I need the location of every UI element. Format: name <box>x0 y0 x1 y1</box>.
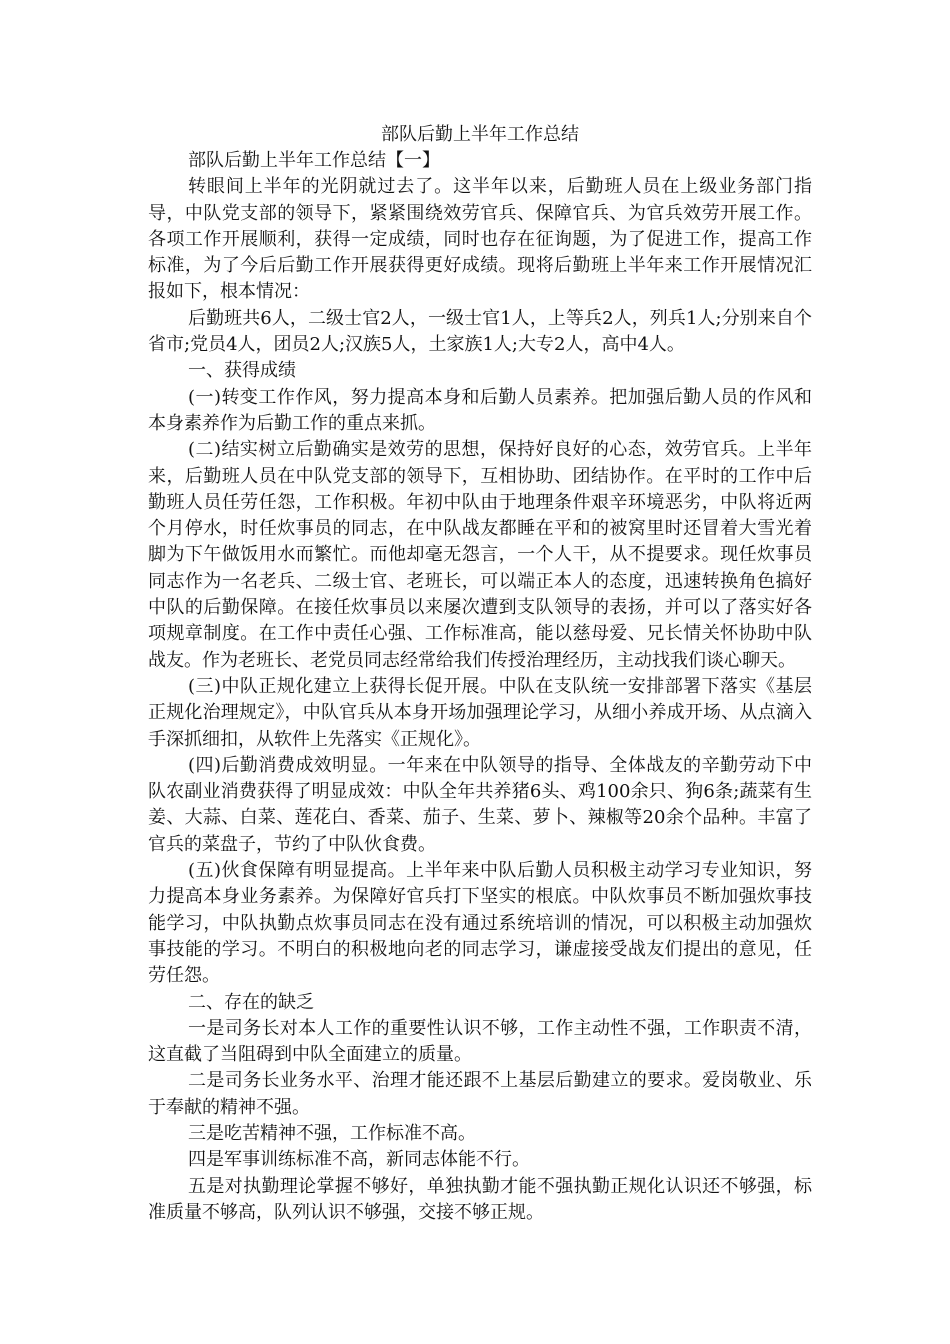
staff-paragraph: 后勤班共6人，二级士官2人，一级士官1人，上等兵2人，列兵1人;分别来自个省市;党员4人，团员2人;汉族5人，土家族1人;大专2人，高中4人。 <box>148 307 812 356</box>
shortcoming-item-2: 二是司务长业务水平、治理才能还跟不上基层后勤建立的要求。爱岗敬业、乐于奉献的精神不强。 <box>148 1070 812 1118</box>
shortcoming-item-1: 一是司务长对本人工作的重要性认识不够，工作主动性不强，工作职责不清，这直截了当阻碍到中队全面建立的质量。 <box>148 1017 812 1066</box>
shortcomings-heading: 二、存在的缺乏 <box>188 991 314 1013</box>
achievement-item-5: (五)伙食保障有明显提高。上半年来中队后勤人员积极主动学习专业知识，努力提高本身业务素养。为保障好官兵打下坚实的根底。中队炊事员不断加强炊事技能学习，中队执勤点炊事员同志在没有通过系统培训的情况，可以积极主动加强炊事技能的学习。不明白的积极地向老的同志学习，谦虚接受战友们提出的意见，任劳任怨。 <box>148 860 812 987</box>
achievement-item-2: (二)结实树立后勤确实是效劳的思想，保持好良好的心态，效劳官兵。上半年来，后勤班人员在中队党支部的领导下，互相协助、团结协作。在平时的工作中后勤班人员任劳任怨，工作积极。年初中队由于地理条件艰辛环境恶劣，中队将近两个月停水，时任炊事员的同志，在中队战友都睡在平和的被窝里时还冒着大雪光着脚为下午做饭用水而繁忙。而他却毫无怨言，一个人干，从不提要求。现任炊事员同志作为一名老兵、二级士官、老班长，可以端正本人的态度，迅速转换角色搞好中队的后勤保障。在接任炊事员以来屡次遭到支队领导的表扬，并可以了落实好各项规章制度。在工作中责任心强、工作标准高，能以慈母爱、兄长情关怀协助中队战友。作为老班长、老党员同志经常给我们传授治理经历，主动找我们谈心聊天。 <box>148 439 812 671</box>
achievement-item-4: (四)后勤消费成效明显。一年来在中队领导的指导、全体战友的辛勤劳动下中队农副业消费获得了明显成效：中队全年共养猪6头、鸡100余只、狗6条;蔬菜有生姜、大蒜、白菜、莲花白、香菜、茄子、生菜、萝卜、辣椒等20余个品种。丰富了官兵的菜盘子，节约了中队伙食费。 <box>148 754 812 855</box>
shortcoming-item-3: 三是吃苦精神不强，工作标准不高。 <box>188 1122 476 1144</box>
achievement-item-1: (一)转变工作作风，努力提高本身和后勤人员素养。把加强后勤人员的作风和本身素养作为后勤工作的重点来抓。 <box>148 386 812 434</box>
document-title: 部队后勤上半年工作总结 <box>381 124 579 145</box>
achievements-heading: 一、获得成绩 <box>188 360 296 382</box>
intro-paragraph: 转眼间上半年的光阴就过去了。这半年以来，后勤班人员在上级业务部门指导，中队党支部的领导下，紧紧围绕效劳官兵、保障官兵、为官兵效劳开展工作。各项工作开展顺利，获得一定成绩，同时也存在征询题，为了促进工作，提高工作标准，为了今后后勤工作开展获得更好成绩。现将后勤班上半年来工作开展情况汇报如下，根本情况： <box>148 176 812 303</box>
shortcoming-item-5: 五是对执勤理论掌握不够好，单独执勤才能不强执勤正规化认识还不够强，标准质量不够高，队列认识不够强，交接不够正规。 <box>148 1175 812 1223</box>
shortcoming-item-4: 四是军事训练标准不高，新同志体能不行。 <box>188 1149 530 1171</box>
document-page <box>148 122 812 1226</box>
section-heading: 部队后勤上半年工作总结【一】 <box>188 150 440 171</box>
achievement-item-3: (三)中队正规化建立上获得长促开展。中队在支队统一安排部署下落实《基层正规化治理规定》，中队官兵从本身开场加强理论学习，从细小养成开场、从点滴入手深抓细扣，从软件上先落实《正规化》。 <box>148 675 812 750</box>
